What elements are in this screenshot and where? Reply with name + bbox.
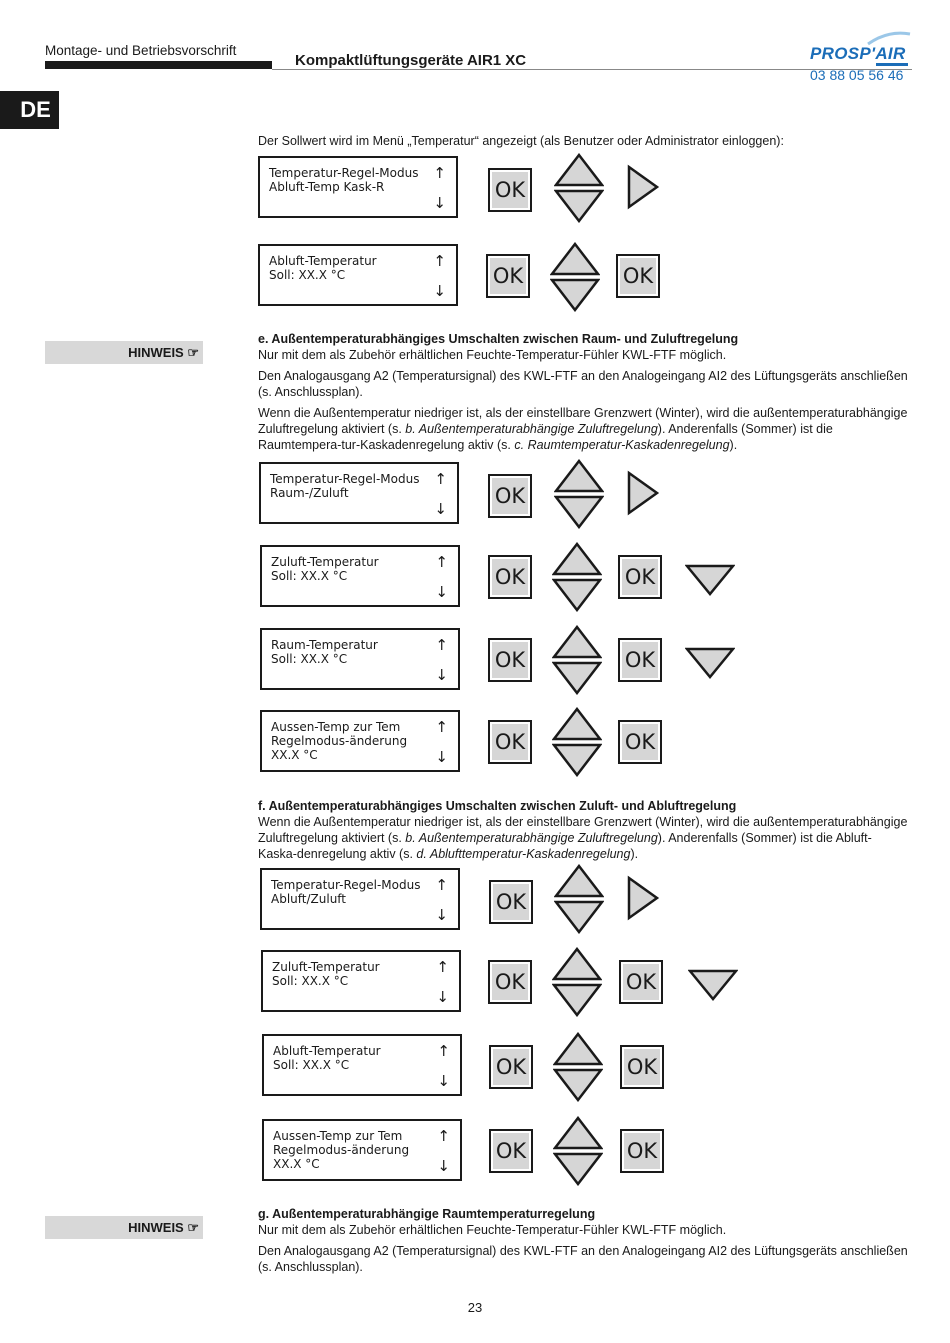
header-title: Kompaktlüftungsgeräte AIR1 XC <box>295 52 527 69</box>
arrow-down-icon: ↓ <box>433 282 446 300</box>
header-bar <box>45 61 272 69</box>
lcd-display <box>260 628 460 690</box>
lcd-line: Soll: XX.X °C <box>269 268 346 282</box>
ok-button: OK <box>488 474 532 518</box>
arrow-up-icon: ↑ <box>434 470 447 488</box>
lcd-line: XX.X °C <box>273 1157 320 1171</box>
ok-button: OK <box>488 960 532 1004</box>
section-g-heading: g. Außentemperaturabhängige Raumtemperaturregelung <box>258 1207 596 1221</box>
section-e-p2: Den Analogausgang A2 (Temperatursignal) des KWL-FTF an den Analogeingang AI2 des Lüftungsgeräts anschließen (s. Anschlussplan). <box>258 369 908 399</box>
lcd-line: Raum-/Zuluft <box>270 486 349 500</box>
triangle-right-icon <box>626 164 660 210</box>
section-g-p2: Den Analogausgang A2 (Temperatursignal) des KWL-FTF an den Analogeingang AI2 des Lüftungsgeräts anschließen (s. Anschlussplan). <box>258 1244 908 1274</box>
ok-button: OK <box>618 638 662 682</box>
lcd-line: Aussen-Temp zur Tem <box>273 1129 403 1143</box>
lcd-line: Abluft-Temp Kask-R <box>269 180 385 194</box>
section-g <box>258 1206 908 1275</box>
lcd-line: Soll: XX.X °C <box>271 569 348 583</box>
arrow-up-icon: ↑ <box>437 1042 450 1060</box>
ok-button: OK <box>488 720 532 764</box>
arrow-up-icon: ↑ <box>433 164 446 182</box>
header-phone: 03 88 05 56 46 <box>810 67 904 83</box>
lcd-line: Zuluft-Temperatur <box>272 960 380 974</box>
lcd-display <box>260 868 460 930</box>
ok-button: OK <box>619 960 663 1004</box>
prospair-logo <box>808 28 912 66</box>
arrow-down-icon: ↓ <box>435 666 448 684</box>
page-number: 23 <box>467 1300 483 1315</box>
lcd-display <box>260 545 460 607</box>
up-down-arrows-icon <box>554 864 604 934</box>
header-document-type: Montage- und Betriebsvorschrift <box>45 43 237 58</box>
triangle-right-icon <box>626 470 660 516</box>
up-down-arrows-icon <box>553 1032 603 1102</box>
lcd-line: Soll: XX.X °C <box>271 652 348 666</box>
arrow-up-icon: ↑ <box>435 876 448 894</box>
arrow-up-icon: ↑ <box>435 553 448 571</box>
lcd-line: XX.X °C <box>271 748 318 762</box>
up-down-arrows-icon <box>554 459 604 529</box>
arrow-down-icon: ↓ <box>434 500 447 518</box>
lcd-display <box>262 1119 462 1181</box>
up-down-arrows-icon <box>552 625 602 695</box>
lcd-line: Abluft/Zuluft <box>271 892 347 906</box>
arrow-up-icon: ↑ <box>435 636 448 654</box>
intro-text: Der Sollwert wird im Menü „Temperatur“ angezeigt (als Benutzer oder Administrator einloggen): <box>258 134 784 148</box>
ok-button: OK <box>488 168 532 212</box>
section-e-p1: Nur mit dem als Zubehör erhältlichen Feuchte-Temperatur-Fühler KWL-FTF möglich. <box>258 348 727 362</box>
section-f-p1: Wenn die Außentemperatur niedriger ist, als der einstellbare Grenzwert (Winter), wird die außentemperaturabhängige Zuluftregelung aktiviert (s. b. Außentemperaturabhängige Zuluftregelung). Anderenfalls (Sommer) ist die Abluft-Kaska-denregelung aktiv (s. d. Ablufttemperatur-Kaskadenregelung). <box>258 815 908 861</box>
lcd-display <box>261 950 461 1012</box>
arrow-up-icon: ↑ <box>437 1127 450 1145</box>
lcd-display <box>258 156 458 218</box>
ok-button: OK <box>616 254 660 298</box>
hinweis-label: HINWEIS ☞ <box>45 341 203 364</box>
section-e <box>258 331 908 453</box>
arrow-down-icon: ↓ <box>435 583 448 601</box>
hinweis-label: HINWEIS ☞ <box>45 1216 203 1239</box>
section-e-p3: Wenn die Außentemperatur niedriger ist, als der einstellbare Grenzwert (Winter), wird die außentemperaturabhängige Zuluftregelung aktiviert (s. b. Außentemperaturabhängige Zuluftregelung). Anderenfalls (Sommer) ist die Raumtempera-tur-Kaskadenregelung aktiv (s. c. Raumtemperatur-Kaskadenregelung). <box>258 406 908 452</box>
logo-underline <box>876 63 908 66</box>
section-e-heading: e. Außentemperaturabhängiges Umschalten zwischen Raum- und Zuluftregelung <box>258 332 739 346</box>
logo-text: PROSP'AIR <box>810 44 906 63</box>
lcd-line: Abluft-Temperatur <box>269 254 377 268</box>
arrow-up-icon: ↑ <box>435 718 448 736</box>
triangle-down-icon <box>688 968 738 1002</box>
up-down-arrows-icon <box>553 1116 603 1186</box>
lcd-line: Soll: XX.X °C <box>273 1058 350 1072</box>
lcd-line: Aussen-Temp zur Tem <box>271 720 401 734</box>
arrow-down-icon: ↓ <box>435 906 448 924</box>
lcd-line: Zuluft-Temperatur <box>271 555 379 569</box>
lcd-display <box>258 244 458 306</box>
lcd-display <box>259 462 459 524</box>
ok-button: OK <box>489 1129 533 1173</box>
arrow-down-icon: ↓ <box>436 988 449 1006</box>
triangle-down-icon <box>685 563 735 597</box>
arrow-down-icon: ↓ <box>437 1157 450 1175</box>
lcd-display <box>262 1034 462 1096</box>
triangle-right-icon <box>626 875 660 921</box>
lcd-line: Raum-Temperatur <box>271 638 378 652</box>
arrow-down-icon: ↓ <box>433 194 446 212</box>
ok-button: OK <box>488 638 532 682</box>
up-down-arrows-icon <box>552 542 602 612</box>
ok-button: OK <box>618 555 662 599</box>
arrow-down-icon: ↓ <box>437 1072 450 1090</box>
ok-button: OK <box>620 1045 664 1089</box>
ok-button: OK <box>618 720 662 764</box>
arrow-up-icon: ↑ <box>433 252 446 270</box>
lcd-line: Regelmodus-änderung <box>271 734 408 748</box>
arrow-down-icon: ↓ <box>435 748 448 766</box>
up-down-arrows-icon <box>554 153 604 223</box>
section-f <box>258 798 908 862</box>
ok-button: OK <box>486 254 530 298</box>
triangle-down-icon <box>685 646 735 680</box>
arrow-up-icon: ↑ <box>436 958 449 976</box>
lcd-line: Temperatur-Regel-Modus <box>271 878 421 892</box>
lcd-display <box>260 710 460 772</box>
lcd-line: Abluft-Temperatur <box>273 1044 381 1058</box>
ok-button: OK <box>488 555 532 599</box>
lcd-line: Temperatur-Regel-Modus <box>270 472 420 486</box>
ok-button: OK <box>489 880 533 924</box>
up-down-arrows-icon <box>550 242 600 312</box>
section-g-p1: Nur mit dem als Zubehör erhältlichen Feuchte-Temperatur-Fühler KWL-FTF möglich. <box>258 1223 727 1237</box>
section-f-heading: f. Außentemperaturabhängiges Umschalten zwischen Zuluft- und Abluftregelung <box>258 799 737 813</box>
lcd-line: Regelmodus-änderung <box>273 1143 410 1157</box>
up-down-arrows-icon <box>552 947 602 1017</box>
ok-button: OK <box>489 1045 533 1089</box>
ok-button: OK <box>620 1129 664 1173</box>
language-tag: DE <box>0 91 59 129</box>
lcd-line: Soll: XX.X °C <box>272 974 349 988</box>
up-down-arrows-icon <box>552 707 602 777</box>
lcd-line: Temperatur-Regel-Modus <box>269 166 419 180</box>
